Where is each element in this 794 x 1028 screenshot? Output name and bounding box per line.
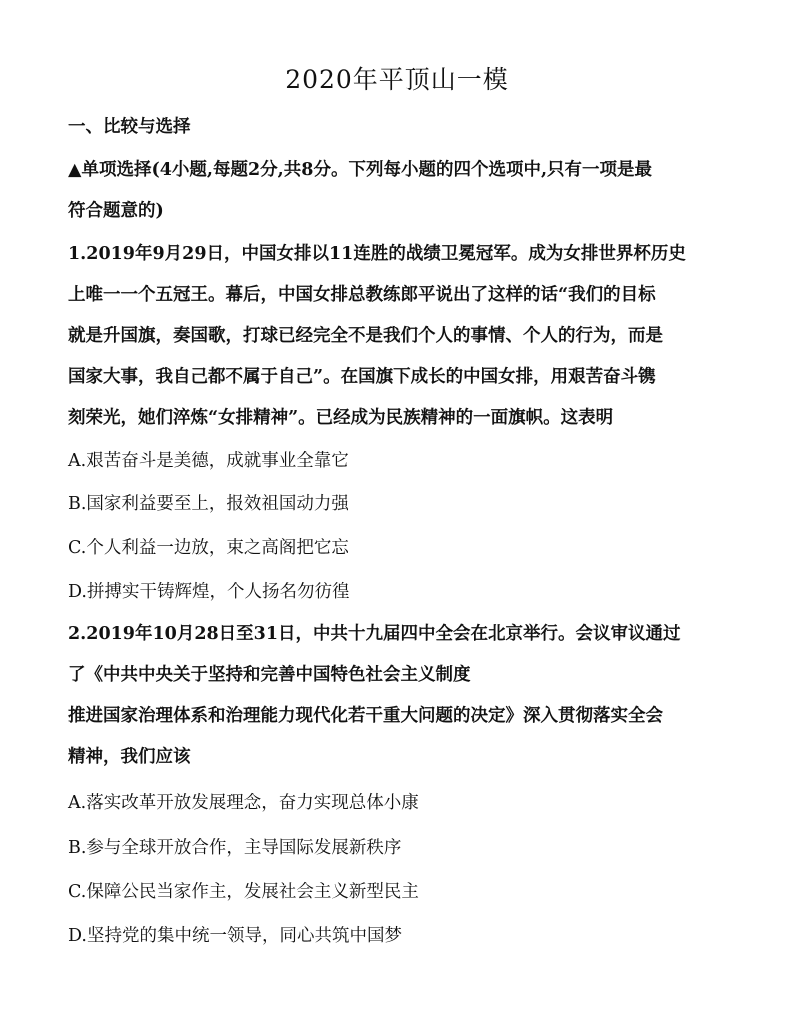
question-stem-line: 就是升国旗，奏国歌，打球已经完全不是我们个人的事情、个人的行为，而是	[68, 326, 663, 346]
question-stem-line: 推进国家治理体系和治理能力现代化若干重大问题的决定》深入贯彻落实全会	[68, 706, 663, 726]
option-d: D.坚持党的集中统一领导，同心共筑中国梦	[68, 926, 402, 946]
option-a: A.艰苦奋斗是美德，成就事业全靠它	[68, 451, 349, 471]
question-stem-line: 2.2019年10月28日至31日，中共十九届四中全会在北京举行。会议审议通过	[68, 624, 681, 644]
section-heading: 一、比较与选择	[68, 117, 191, 137]
option-a: A.落实改革开放发展理念，奋力实现总体小康	[68, 793, 419, 813]
question-stem-line: 1.2019年9月29日，中国女排以11连胜的战绩卫冕冠军。成为女排世界杯历史	[68, 244, 686, 264]
option-d: D.拼搏实干铸辉煌，个人扬名勿彷徨	[68, 582, 350, 602]
question-stem-line: 国家大事，我自己都不属于自己”。在国旗下成长的中国女排，用艰苦奋斗镌	[68, 367, 656, 387]
question-stem-line: 刻荣光，她们淬炼“女排精神”。已经成为民族精神的一面旗帜。这表明	[68, 408, 614, 428]
instruction-line-1: ▲单项选择(4小题,每题2分,共8分。下列每小题的四个选项中,只有一项是最	[68, 160, 653, 180]
option-c: C.保障公民当家作主，发展社会主义新型民主	[68, 882, 419, 902]
question-stem-line: 了《中共中央关于坚持和完善中国特色社会主义制度	[68, 665, 471, 685]
option-c: C.个人利益一边放，束之高阁把它忘	[68, 538, 349, 558]
question-stem-line: 精神，我们应该	[68, 747, 191, 767]
instruction-line-2: 符合题意的)	[68, 201, 164, 221]
option-b: B.参与全球开放合作，主导国际发展新秩序	[68, 838, 402, 858]
document-title: 2020年平顶山一模	[285, 65, 509, 94]
question-stem-line: 上唯一一个五冠王。幕后，中国女排总教练郎平说出了这样的话“我们的目标	[68, 285, 656, 305]
option-b: B.国家利益要至上，报效祖国动力强	[68, 494, 349, 514]
